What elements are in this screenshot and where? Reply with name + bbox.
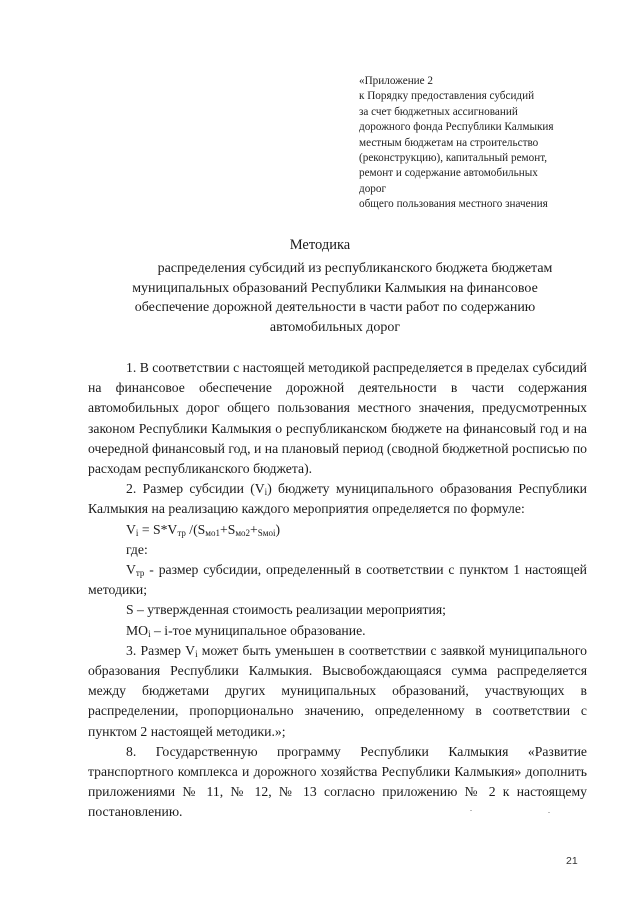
subscript: i: [264, 487, 268, 498]
formula: [88, 520, 587, 540]
document-subtitle: [100, 259, 570, 337]
appendix-header: [359, 74, 609, 213]
subscript: тр: [177, 527, 186, 538]
appendix-line: общего пользования местного значения: [359, 198, 548, 211]
appendix-line: «Приложение 2: [359, 75, 434, 87]
paragraph-3: [88, 641, 587, 742]
mo-symbol: МО: [126, 622, 149, 638]
formula-part: = S*V: [138, 521, 178, 537]
page-number: 21: [566, 855, 578, 867]
subscript: i: [135, 527, 139, 538]
paragraph-2: [88, 479, 587, 519]
subscript: мо1: [205, 527, 220, 538]
paragraph-1: 1. В соответствии с настоящей методикой распределяется в пределах субсидий на финансовое обеспечение дорожной деятельности в части содержания автомобильных дорог общего пользования местного значения, предусмотренных законом Республики Калмыкия о республиканском бюджете на финансовый год и на очередной финансовый год, и на плановый период (сводной бюджетной росписью по расходам республиканского бюджета).: [88, 360, 587, 477]
where-label: где:: [126, 541, 148, 557]
subtitle-line: обеспечение дорожной деятельности в части работ по содержанию: [134, 300, 536, 315]
formula-part: +: [250, 521, 258, 537]
appendix-line: дорог: [359, 182, 387, 195]
paragraph-3-text: 3. Размер V: [126, 642, 196, 658]
subscript: мо2: [235, 527, 251, 538]
appendix-line: дорожного фонда Республики Калмыкия: [359, 121, 554, 134]
formula-part: +S: [219, 521, 236, 537]
scan-artifact: [470, 810, 472, 811]
appendix-line: (реконструкцию), капитальный ремонт,: [359, 152, 548, 165]
paragraph-2-text: ) бюджету муниципального образования Республики Калмыкия на реализацию каждого мероприятия определяется по формуле:: [88, 481, 587, 517]
appendix-line: к Порядку предоставления субсидий: [359, 90, 535, 103]
paragraph-3-text: может быть уменьшен в соответствии с заявкой муниципального образования Республики Калмыкия. Высвобождающаяся сумма распределяется между бюджетами других муниципальных образований, участвующих в распределении, пропорционально значению, определенному в соответствии с пунктом 2 настоящей методики.»;: [88, 642, 587, 739]
mo-definition: [88, 621, 587, 641]
vtr-definition: [88, 560, 587, 600]
appendix-line: ремонт и содержание автомобильных: [359, 167, 538, 180]
appendix-line: местным бюджетам на строительство: [359, 136, 539, 149]
formula-part: ): [275, 521, 281, 537]
scan-artifact: [548, 812, 550, 813]
s-definition: S – утвержденная стоимость реализации мероприятия;: [126, 602, 446, 618]
vtr-text: - размер субсидии, определенный в соответствии с пунктом 1 настоящей методики;: [88, 562, 587, 598]
formula-part: V: [126, 521, 136, 537]
subtitle-line: автомобильных дорог: [269, 319, 401, 335]
subtitle-line: муниципальных образований Республики Калмыкия на финансовое: [132, 280, 538, 296]
subscript: i: [195, 648, 198, 659]
document-title: Методика: [289, 237, 351, 253]
formula-part: /(S: [185, 521, 206, 537]
vtr-symbol: V: [126, 562, 136, 578]
mo-text: – i-тое муниципальное образование.: [150, 622, 366, 638]
subscript: Sмоi: [257, 527, 276, 538]
appendix-line: за счет бюджетных ассигнований: [359, 105, 518, 118]
subscript: тр: [135, 568, 145, 579]
subscript: i: [148, 628, 151, 639]
paragraph-8: 8. Государственную программу Республики Калмыкия «Развитие транспортного комплекса и дорожного хозяйства Республики Калмыкия» дополнить приложениями № 11, № 12, № 13 согласно приложению № 2 к настоящему постановлению.: [88, 743, 587, 820]
document-body: [88, 358, 587, 823]
paragraph-2-text: 2. Размер субсидии (V: [126, 481, 265, 497]
subtitle-line: распределения субсидий из республиканского бюджета бюджетам: [157, 261, 553, 276]
